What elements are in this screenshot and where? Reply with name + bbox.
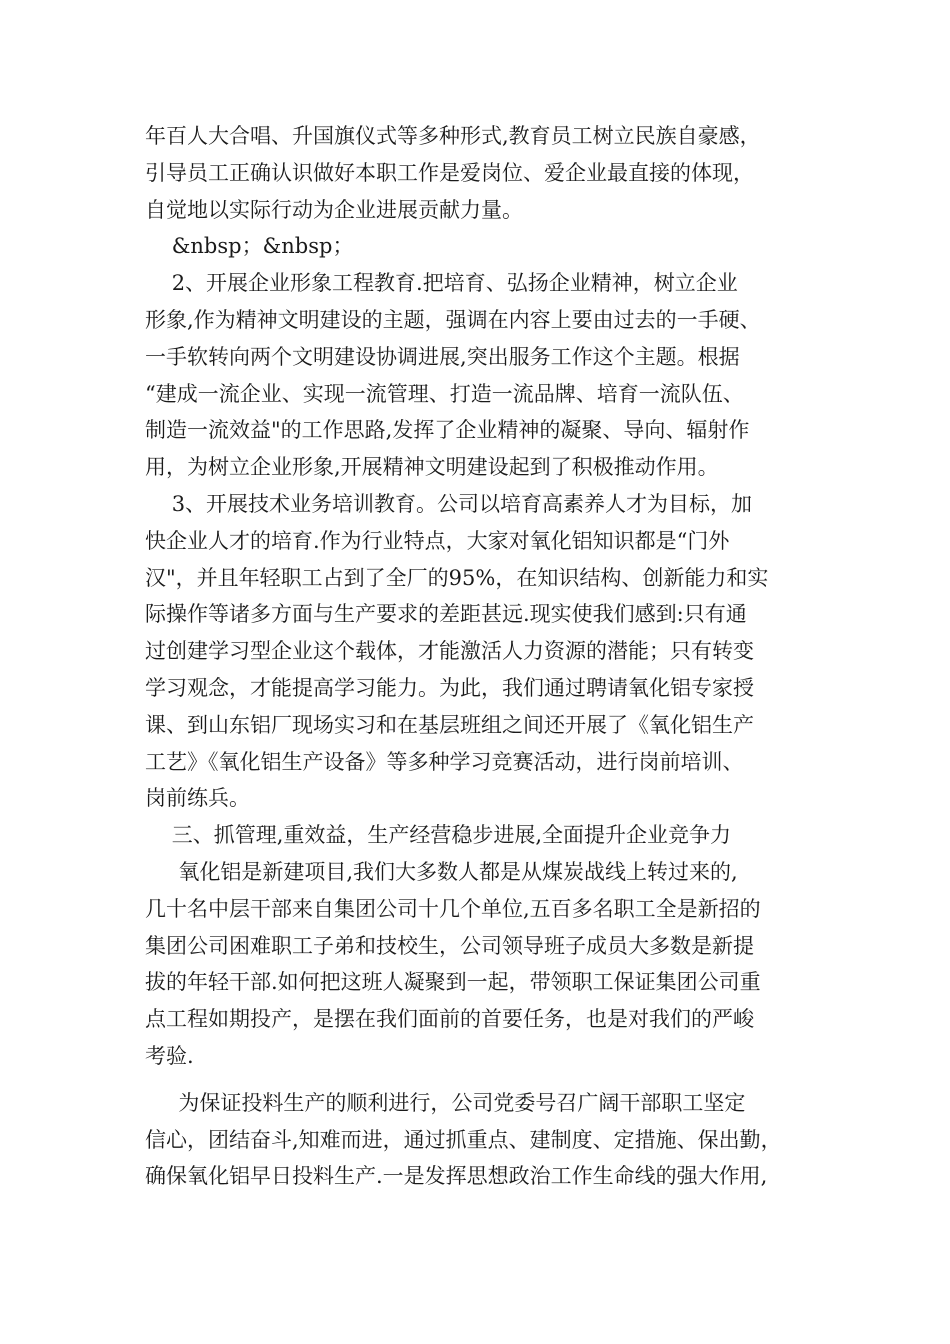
text-line: 过创建学习型企业这个载体，才能激活人力资源的潜能；只有转变 bbox=[145, 639, 754, 664]
text-line: 学习观念，才能提高学习能力。为此，我们通过聘请氧化铝专家授 bbox=[145, 675, 754, 700]
text-line: 信心，团结奋斗,知难而进，通过抓重点、建制度、定措施、保出勤， bbox=[145, 1127, 782, 1152]
text-line: 汉"，并且年轻职工占到了全厂的95%，在知识结构、创新能力和实 bbox=[145, 565, 769, 590]
text-line: &nbsp；&nbsp； bbox=[145, 234, 354, 259]
section-heading: 三、抓管理,重效益，生产经营稳步进展,全面提升企业竞争力 bbox=[145, 823, 732, 848]
text-line: 岗前练兵。 bbox=[145, 786, 250, 811]
text-line: 集团公司困难职工子弟和技校生，公司领导班子成员大多数是新提 bbox=[145, 933, 754, 958]
text-line: 课、到山东铝厂现场实习和在基层班组之间还开展了《氧化铝生产 bbox=[145, 712, 754, 737]
text-line: 拔的年轻干部.如何把这班人凝聚到一起，带领职工保证集团公司重 bbox=[145, 970, 761, 995]
document-body bbox=[145, 118, 813, 1195]
text-line: 考验. bbox=[145, 1043, 194, 1068]
text-line: 几十名中层干部来自集团公司十几个单位,五百多名职工全是新招的 bbox=[145, 896, 761, 921]
text-line: 际操作等诸多方面与生产要求的差距甚远.现实使我们感到:只有通 bbox=[145, 602, 747, 627]
text-line: 制造一流效益"的工作思路,发挥了企业精神的凝聚、导向、辐射作 bbox=[145, 418, 750, 443]
text-line: 一手软转向两个文明建设协调进展,突出服务工作这个主题。根据 bbox=[145, 344, 740, 369]
text-line: 年百人大合唱、升国旗仪式等多种形式,教育员工树立民族自豪感， bbox=[145, 124, 761, 148]
text-line: 氧化铝是新建项目,我们大多数人都是从煤炭战线上转过来的, bbox=[145, 859, 738, 884]
text-line: 引导员工正确认识做好本职工作是爱岗位、爱企业最直接的体现， bbox=[145, 160, 754, 185]
text-line: 3、开展技术业务培训教育。公司以培育高素养人才为目标，加 bbox=[145, 491, 753, 516]
text-line: 快企业人才的培育.作为行业特点，大家对氧化铝知识都是“门外 bbox=[145, 528, 730, 553]
text-line: 点工程如期投产，是摆在我们面前的首要任务，也是对我们的严峻 bbox=[145, 1007, 754, 1032]
text-line: 2、开展企业形象工程教育.把培育、弘扬企业精神，树立企业 bbox=[145, 271, 738, 296]
text-line: 确保氧化铝早日投料生产.一是发挥思想政治工作生命线的强大作用, bbox=[145, 1164, 768, 1189]
text-line: 形象,作为精神文明建设的主题，强调在内容上要由过去的一手硬、 bbox=[145, 307, 761, 332]
text-line: 工艺》《氧化铝生产设备》等多种学习竞赛活动，进行岗前培训、 bbox=[145, 749, 744, 774]
text-line: “建成一流企业、实现一流管理、打造一流品牌、培育一流队伍、 bbox=[145, 381, 744, 406]
text-line: 自觉地以实际行动为企业进展贡献力量。 bbox=[145, 197, 523, 222]
text-line: 用，为树立企业形象,开展精神文明建设起到了积极推动作用。 bbox=[145, 455, 719, 480]
text-line: 为保证投料生产的顺利进行，公司党委号召广阔干部职工坚定 bbox=[145, 1090, 746, 1115]
